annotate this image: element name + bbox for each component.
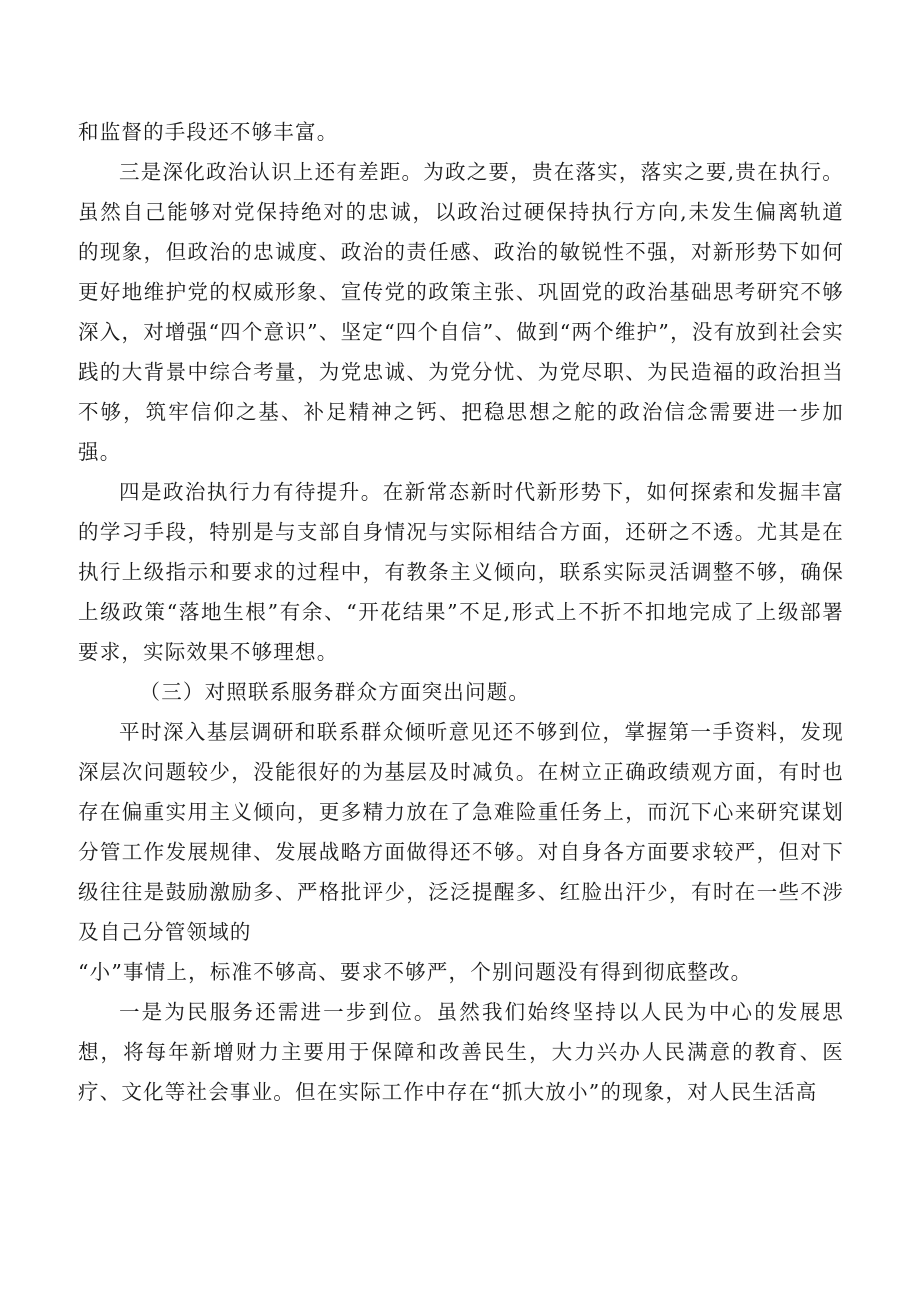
document-body	[78, 112, 844, 1112]
paragraph-political-execution: 四是政治执行力有待提升。在新常态新时代新形势下，如何探索和发掘丰富的学习手段，特别是与支部自身情况与实际相结合方面，还研之不透。尤其是在执行上级指示和要求的过程中，有教条主义倾向，联系实际灵活调整不够，确保上级政策“落地生根”有余、“开花结果”不足,形式上不折不扣地完成了上级部署要求，实际效果不够理想。	[78, 480, 844, 664]
paragraph-political-awareness: 三是深化政治认识上还有差距。为政之要，贵在落实，落实之要,贵在执行。虽然自己能够对党保持绝对的忠诚，以政治过硬保持执行方向,未发生偏离轨道的现象，但政治的忠诚度、政治的责任感、政治的敏锐性不强，对新形势下如何更好地维护党的权威形象、宣传党的政策主张、巩固党的政治基础思考研究不够深入，对增强“四个意识”、坚定“四个自信”、做到“两个维护”，没有放到社会实践的大背景中综合考量，为党忠诚、为党分忧、为党尽职、为民造福的政治担当不够，筑牢信仰之基、补足精神之钙、把稳思想之舵的政治信念需要进一步加强。	[78, 160, 844, 464]
paragraph-serving-masses: 平时深入基层调研和联系群众倾听意见还不够到位，掌握第一手资料，发现深层次问题较少，没能很好的为基层及时减负。在树立正确政绩观方面，有时也存在偏重实用主义倾向，更多精力放在了急难险重任务上，而沉下心来研究谋划分管工作发展规律、发展战略方面做得还不够。对自身各方面要求较严，但对下级往往是鼓励激励多、严格批评少，泛泛提醒多、红脸出汗少，有时在一些不涉及自己分管领域的	[78, 720, 844, 944]
paragraph-people-service: 一是为民服务还需进一步到位。虽然我们始终坚持以人民为中心的发展思想，将每年新增财力主要用于保障和改善民生，大力兴办人民满意的教育、医疗、文化等社会事业。但在实际工作中存在“抓大放小”的现象，对人民生活高	[78, 1000, 844, 1104]
paragraph-continuation: 和监督的手段还不够丰富。	[78, 120, 339, 144]
section-heading-serving-masses: （三）对照联系服务群众方面突出问题。	[139, 680, 531, 704]
paragraph-serving-masses-continued: “小”事情上，标准不够高、要求不够严，个别问题没有得到彻底整改。	[78, 960, 753, 984]
